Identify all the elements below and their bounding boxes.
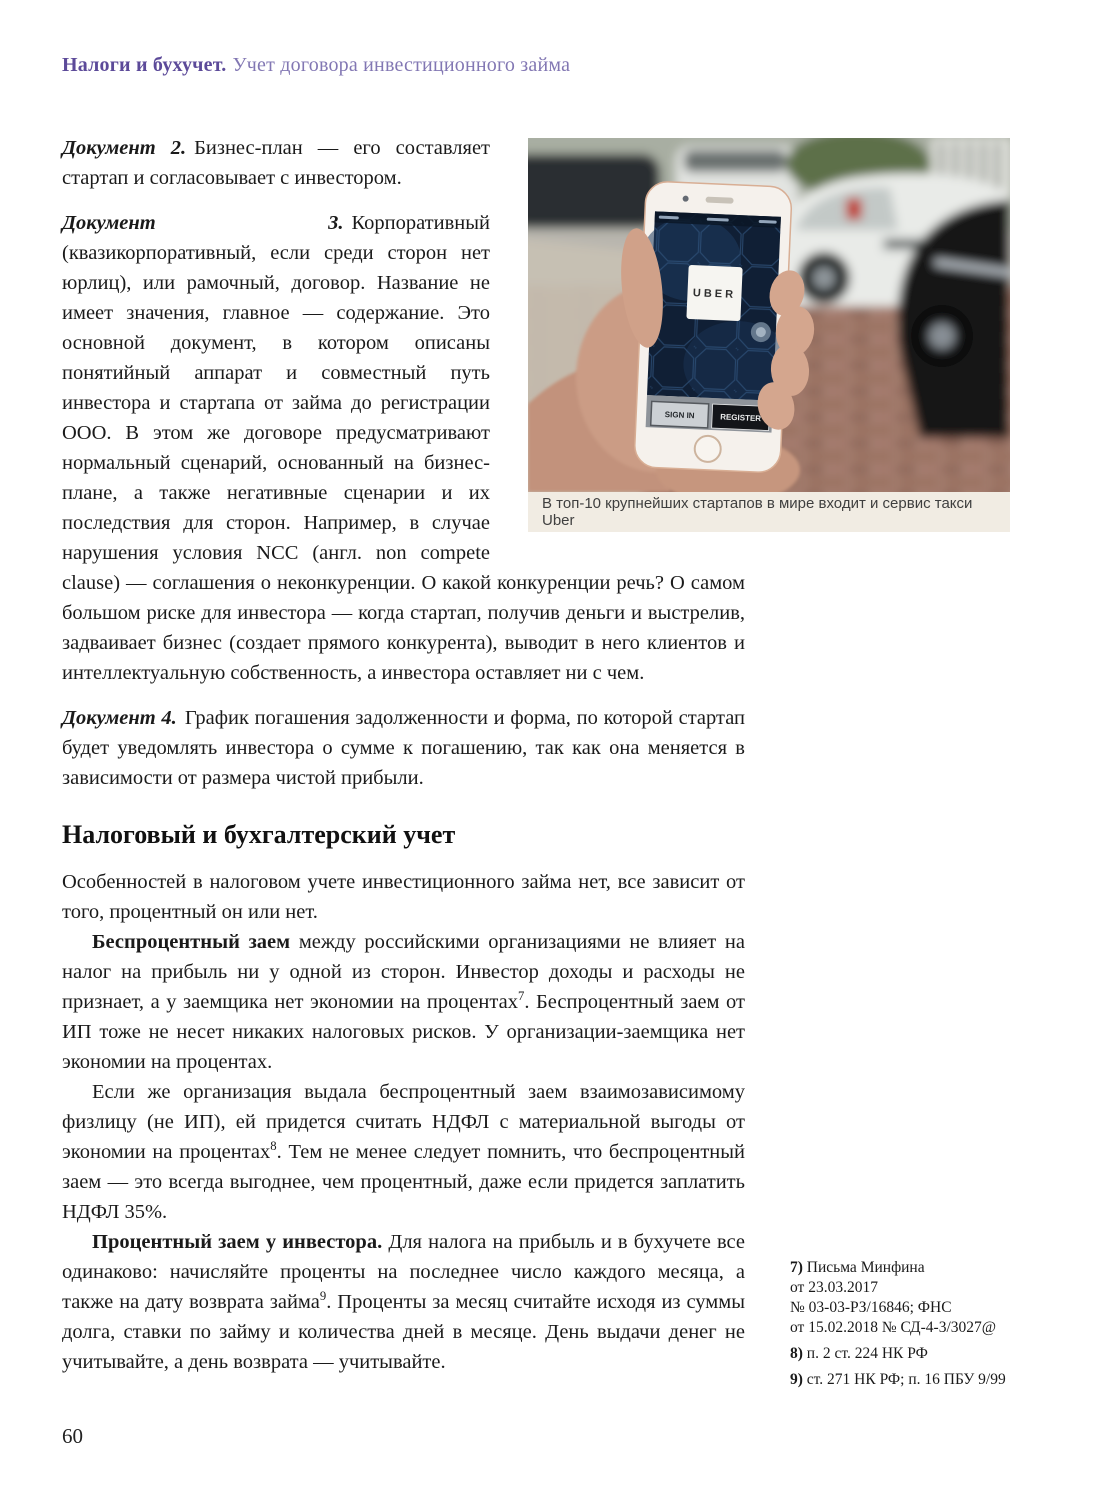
footnote-8-marker: 8) (790, 1345, 803, 1362)
paragraph-interest-free (62, 927, 745, 1077)
article-body (62, 118, 745, 1377)
footnote-ref-9: 9 (319, 1289, 327, 1304)
interest-free-bold: Беспроцентный заем (92, 931, 291, 953)
photo-float-spacer (490, 133, 745, 545)
footnote-9-marker: 9) (790, 1371, 803, 1388)
interest-loan-text-1: Для налога на прибыль и в бухучете все одинаково: начисляйте проценты на последнее число каждого месяца, а также на дату возврата займа (62, 1231, 745, 1313)
paragraph-ndfl (62, 1077, 745, 1227)
photo-caption: В топ-10 крупнейших стартапов в мире входит и сервис такси Uber (528, 492, 1010, 532)
sign-in-label: SIGN IN (664, 409, 695, 421)
taillight (846, 198, 862, 220)
doc-4-lead: Документ 4. (62, 707, 177, 729)
section-heading: Налоговый и бухгалтерский учет (62, 820, 456, 849)
interest-free-text-2: . Беспроцентный заем от ИП тоже не несет никаких налоговых рисков. У организации-заемщика нет экономии на процентах. (62, 991, 746, 1073)
ndfl-text-1: Если же организация выдала беспроцентный заем взаимозависимому физлицу (не ИП), ей придется считать НДФЛ с материальной выгоды от экономии на процентах (62, 1081, 745, 1163)
tax-intro-text: Особенностей в налоговом учете инвестиционного займа нет, все зависит от того, процентный он или нет. (62, 871, 745, 923)
footnote-8 (790, 1344, 1070, 1364)
footnote-7-line-2: от 23.03.2017 (790, 1279, 878, 1296)
paragraph-doc-4 (62, 703, 745, 793)
footnote-7-line-3: № 03-03-РЗ/16846; ФНС (790, 1299, 952, 1316)
footnote-9-line-1: ст. 271 НК РФ; п. 16 ПБУ 9/99 (806, 1371, 1006, 1388)
uber-logo-text: UBER (692, 287, 737, 301)
doc-4-text: График погашения задолженности и форма, по которой стартап будет уведомлять инвестора о сумме к погашению, так как она меняется в зависимости от размера чистой прибыли. (62, 707, 745, 789)
doc-2-text: Бизнес-план — его составляет стартап и согласовывает с инвестором. (62, 137, 490, 189)
doc-3-text: Корпоративный (квазикорпоративный, если среди сторон нет юрлиц), или рамочный, договор. Название не имеет значения, главное — содержание. Это основной документ, в котором описаны понятийный аппарат и совместный путь инвестора и стартапа от займа до регистрации ООО. В этом же договоре предусматривают нормальный сценарий, основанный на бизнес-плане, а также негативные сценарии и их последствия для сторон. Например, в случае нарушения условия NCC (англ. non compete clause) — соглашения о неконкуренции. О какой конкуренции речь? О самом большом риске для инвестора — когда стартап, получив деньги и выстрелив, задваивает бизнес (создает прямого конкурента), выводит в него клиентов и интеллектуальную собственность, а инвестора оставляет ни с чем. (62, 212, 745, 684)
running-head (62, 52, 570, 78)
footnote-7-line-1: Письма Минфина (806, 1259, 925, 1276)
doc-2-lead: Документ 2. (62, 137, 187, 159)
footnote-7-marker: 7) (790, 1259, 803, 1276)
footnote-7 (790, 1258, 1070, 1338)
footnote-8-line-1: п. 2 ст. 224 НК РФ (806, 1345, 928, 1362)
footnotes (790, 1258, 1070, 1396)
doc-3-lead: Документ 3. (62, 212, 344, 234)
ndfl-text-2: . Тем не менее следует помнить, что беспроцентный заем — это всегда выгоднее, чем процентный, даже если придется заплатить НДФЛ 35%. (62, 1141, 745, 1223)
footnote-ref-7: 7 (517, 989, 525, 1004)
interest-loan-bold: Процентный заем у инвестора. (92, 1231, 383, 1253)
running-head-title: Учет договора инвестиционного займа (232, 54, 571, 76)
footnote-7-line-4: от 15.02.2018 № СД-4-3/3027@ (790, 1319, 997, 1336)
paragraph-tax-intro (62, 867, 745, 927)
running-head-rubric: Налоги и бухучет. (62, 54, 227, 76)
interest-free-text-1: между российскими организациями не влияет на налог на прибыль ни у одной из сторон. Инвестор доходы и расходы не признает, а у заемщика нет экономии на процентах (62, 931, 745, 1013)
footnote-9 (790, 1370, 1070, 1390)
footnote-ref-8: 8 (270, 1139, 277, 1154)
page-number: 60 (62, 1424, 83, 1448)
paragraph-interest-loan (62, 1227, 745, 1377)
interest-loan-text-2: . Проценты за месяц считайте исходя из суммы долга, ставки по займу и количества дней в месяце. День выдачи денег не учитывайте, а день возврата — учитывайте. (62, 1291, 745, 1373)
register-label: REGISTER (719, 412, 762, 424)
